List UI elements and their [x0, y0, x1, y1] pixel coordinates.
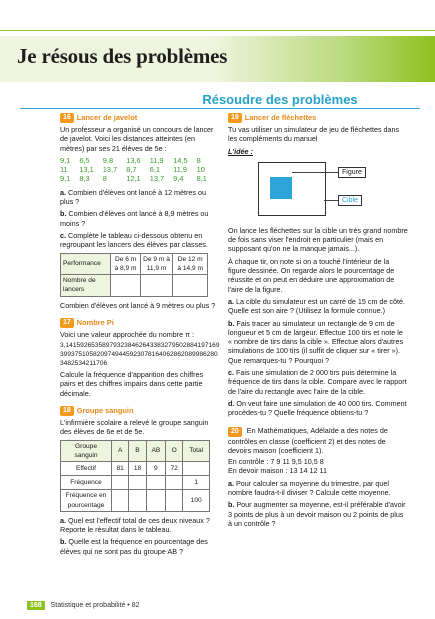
distance-value: 11	[60, 165, 68, 175]
question-d: d. On veut faire une simulation de 40 000 tirs. Comment procèdes-tu ? Quelle fréquence obtiens-tu ?	[228, 398, 407, 418]
performance-table	[60, 253, 208, 297]
table-header-performance: Performance	[61, 253, 111, 275]
distance-value: 11,9	[173, 165, 188, 175]
distance-value: 9,1	[60, 155, 71, 165]
table-header: Groupe sanguin	[61, 440, 112, 462]
exercise-intro: Voici une valeur approchée du nombre π :	[60, 330, 195, 340]
distance-value: 14,5	[173, 155, 188, 165]
cible-label: Cible	[338, 195, 362, 206]
page-title: Je résous des problèmes	[17, 44, 228, 68]
table-cell-empty[interactable]	[112, 490, 129, 512]
section-rule	[20, 108, 420, 109]
table-header-class-2: De 9 m à 11,9 m	[140, 253, 173, 275]
distance-value: 9,1	[60, 174, 71, 184]
paragraph: À chaque tir, on note si on a touché l'intérieur de la figure dessinée. On regarde alors le pourcentage de réussite et on peut en déduire une approximation de l'aire de la figure.	[228, 256, 395, 294]
exercise-18-header	[60, 406, 220, 416]
table-header: A	[112, 440, 129, 462]
question-a: a. Combien d'élèves ont lancé à 12 mètres ou plus ?	[60, 187, 207, 207]
exercise-title: Lancer de javelot	[76, 113, 138, 123]
marks-control: En contrôle : 7 9 11 9,5 10,5 8	[228, 457, 324, 467]
exercise-19-header	[228, 113, 408, 123]
page-footer	[27, 601, 139, 610]
table-cell-empty[interactable]	[140, 275, 173, 297]
table-cell[interactable]	[183, 462, 210, 476]
question-b: b. Fais tracer au simulateur un rectangle de 9 cm de longueur et 5 cm de largeur. Effectue 100 tirs et note le « nombre de tirs dans la cible ». Effectue alors d'autres simulations de 100 tirs (il suffit de cliquer sur « tirer »). Que remarques-tu ? Pourquoi ?	[228, 318, 404, 365]
right-column	[228, 113, 408, 531]
table-row-label: Nombre de lancers	[61, 275, 111, 297]
question-b: b. Pour augmenter sa moyenne, est-il préférable d'avoir 3 points de plus à un devoir maison ou 2 points de plus à un contrôle ?	[228, 500, 406, 528]
table-row-label: Effectif	[61, 462, 112, 476]
table-cell: 1	[183, 476, 210, 490]
target-square	[258, 162, 326, 216]
table-header-class-1: De 6 m à 8,9 m	[111, 253, 140, 275]
table-header: Total	[183, 440, 210, 462]
table-row-label: Fréquence en pourcentage	[61, 490, 112, 512]
table-header: AB	[146, 440, 165, 462]
leader-line	[292, 172, 338, 173]
blood-group-table	[60, 440, 210, 512]
question-b: b. Combien d'élèves ont lancé à 8,9 mètres ou moins ?	[60, 209, 209, 228]
distance-value: 6,1	[149, 165, 160, 175]
distance-value: 11,9	[149, 155, 164, 165]
question-b: b. Quelle est la fréquence en pourcentage des élèves qui ne sont pas du groupe AB ?	[60, 537, 208, 556]
idea-label: L'idée :	[228, 146, 253, 156]
distance-values	[60, 156, 210, 184]
pi-digits: 3,14159265358979323846264338327950288419716939937510582097494459230781640628620899862803482534211706	[60, 342, 220, 367]
distance-value: 8,7	[126, 165, 137, 175]
exercise-number: 16	[60, 113, 74, 123]
table-cell-empty[interactable]	[111, 275, 140, 297]
dart-diagram	[228, 158, 408, 220]
exercise-title: Nombre Pi	[76, 318, 114, 328]
exercise-number: 18	[60, 406, 74, 416]
distance-value: 13,7	[102, 165, 118, 175]
table-header: B	[129, 440, 146, 462]
title-band-gradient	[215, 36, 435, 82]
table-cell-empty[interactable]	[112, 476, 129, 490]
table-cell: 9	[146, 462, 165, 476]
table-cell: 81	[112, 462, 129, 476]
exercise-text: Calcule la fréquence d'apparition des chiffres pairs et des chiffres impairs dans cette partie décimale.	[60, 370, 204, 398]
distance-value: 13,6	[126, 155, 141, 165]
distance-value: 13,7	[149, 174, 165, 184]
header-rule	[0, 30, 435, 31]
table-header: O	[166, 440, 183, 462]
exercise-number: 20	[228, 427, 242, 437]
exercise-title: Groupe sanguin	[76, 406, 134, 416]
table-cell-empty[interactable]	[166, 490, 183, 512]
table-row-label: Fréquence	[61, 476, 112, 490]
distance-value: 9,4	[173, 174, 184, 184]
exercise-intro: L'infirmière scolaire a relevé le groupe sanguin des élèves de 6e et de 5e.	[60, 418, 209, 437]
exercise-16-header	[60, 113, 220, 123]
exercise-intro: En Mathématiques, Adélaïde a des notes de contrôles en classe (coefficient 2) et des notes de devoirs maison (coefficient 1).	[228, 425, 388, 455]
distance-value: 8	[102, 174, 107, 184]
distance-value: 9,8	[102, 155, 114, 165]
question-a: a. Pour calculer sa moyenne du trimestre, par quel nombre faudra-t-il diviser ? Calcule cette moyenne.	[228, 478, 391, 498]
section-title: Résoudre des problèmes	[202, 92, 358, 107]
table-header-class-3: De 12 m à 14,9 m	[173, 253, 208, 275]
table-cell: 18	[129, 462, 146, 476]
exercise-number: 17	[60, 318, 74, 328]
marks-homework: En devoir maison : 13 14 12 11	[228, 466, 327, 476]
exercise-title: Lancer de fléchettes	[244, 113, 317, 123]
left-column	[60, 113, 220, 559]
paragraph: On lance les fléchettes sur la cible un très grand nombre de fois sans viser l'endroit en particulier (mais en supposant qu'on ne la manque jamais...).	[228, 225, 408, 254]
distance-value: 10	[196, 165, 205, 175]
question-a: a. La cible du simulateur est un carré de 15 cm de côté. Quelle est son aire ? (Utilisez la formule connue.)	[228, 296, 405, 316]
figure-square	[270, 177, 292, 199]
table-cell-empty[interactable]	[166, 476, 183, 490]
exercise-intro: Un professeur a organisé un concours de lancer de javelot. Voici les distances atteintes (en mètres) par ses 21 élèves de 5e :	[60, 125, 214, 153]
table-cell-empty[interactable]	[173, 275, 208, 297]
exercise-number: 19	[228, 113, 242, 123]
distance-value: 12,1	[126, 174, 141, 184]
table-cell: 72	[166, 462, 183, 476]
table-cell: 100	[183, 490, 210, 512]
exercise-17-header	[60, 318, 220, 328]
distance-value: 8,3	[79, 174, 90, 184]
question-a: a. Quel est l'effectif total de ces deux niveaux ? Reporte le résultat dans le tableau.	[60, 515, 210, 535]
table-cell-empty[interactable]	[146, 476, 165, 490]
question-final: Combien d'élèves ont lancé à 9 mètres ou plus ?	[60, 300, 216, 310]
distance-value: 8	[196, 155, 201, 165]
distance-value: 6,5	[79, 155, 90, 165]
table-cell-empty[interactable]	[129, 490, 146, 512]
exercise-intro: Tu vas utiliser un simulateur de jeu de fléchettes dans les compléments du manuel	[228, 125, 400, 144]
footer-text: Statistique et probabilité • 82	[50, 602, 140, 609]
question-c: c. Complète le tableau ci-dessous obtenu en regroupant les lancers des élèves par classes.	[60, 230, 208, 250]
exercise-20-header	[228, 426, 408, 456]
question-c: c. Fais une simulation de 2 000 tirs puis détermine la fréquence de tirs dans la cible. Compare avec le rapport de l'aire du rectangle avec l'aire de la cible.	[228, 368, 407, 396]
page-number: 168	[27, 601, 45, 610]
leader-line	[324, 200, 338, 201]
figure-label: Figure	[338, 167, 366, 178]
distance-value: 8,1	[196, 174, 207, 184]
table-cell-empty[interactable]	[129, 476, 146, 490]
table-cell-empty[interactable]	[146, 490, 165, 512]
distance-value: 13,1	[79, 165, 94, 175]
